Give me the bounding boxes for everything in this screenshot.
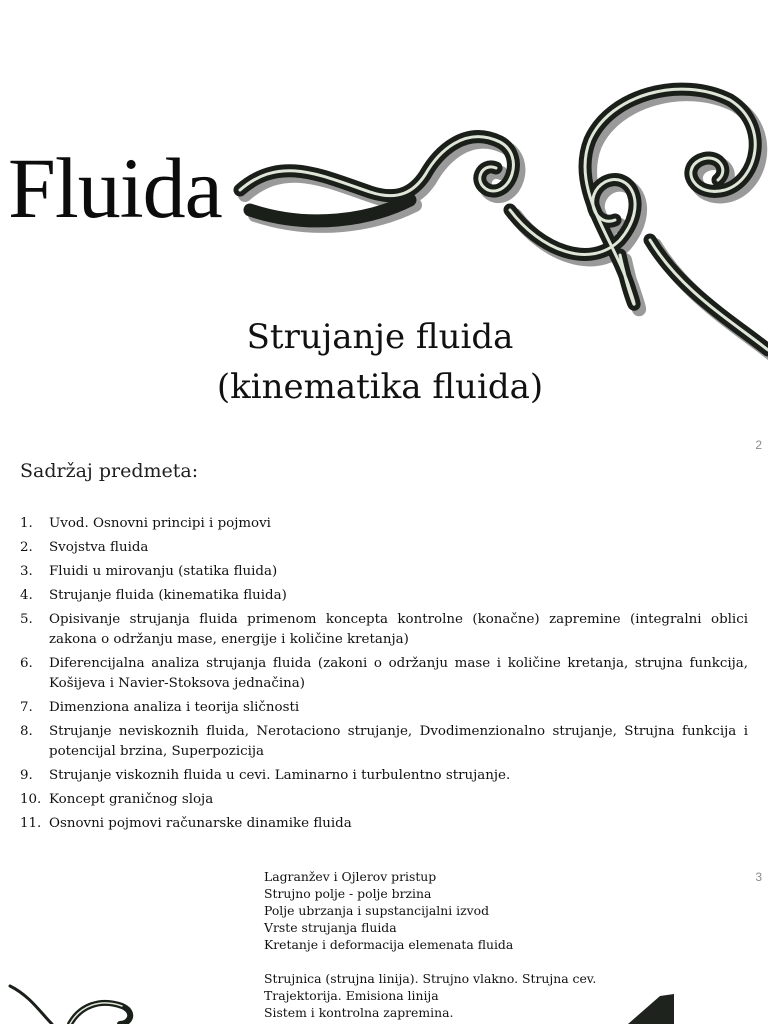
list-item	[20, 654, 748, 694]
list-item-text: Strujanje neviskoznih fluida, Nerotaciono strujanje, Dvodimenzionalno strujanje, Strujna funkcija i potencijal brzina, Superpozicija	[49, 724, 748, 759]
list-item-number: 8.	[20, 724, 33, 739]
page-number: 2	[755, 438, 762, 452]
paragraph-gap	[264, 953, 596, 970]
list-item-number: 4.	[20, 588, 33, 603]
outline-line: Strujno polje - polje brzina	[264, 886, 432, 901]
list-item	[20, 722, 748, 762]
list-item	[20, 698, 748, 718]
vortex-swirl-fragment	[0, 984, 150, 1024]
list-item	[20, 562, 748, 582]
section-heading: Sadržaj predmeta:	[20, 460, 199, 482]
list-item-number: 1.	[20, 516, 33, 531]
list-item-number: 7.	[20, 700, 33, 715]
dark-wedge-shape	[628, 990, 678, 1024]
outline-line: Lagranžev i Ojlerov pristup	[264, 869, 437, 884]
list-item-text: Strujanje fluida (kinematika fluida)	[49, 588, 287, 603]
list-item	[20, 790, 748, 810]
course-contents-list	[20, 514, 748, 838]
list-item	[20, 538, 748, 558]
list-item	[20, 814, 748, 834]
list-item	[20, 610, 748, 650]
list-item-text: Opisivanje strujanja fluida primenom koncepta kontrolne (konačne) zapremine (integralni oblici zakona o održanju mase, energije i količine kretanja)	[49, 612, 748, 647]
list-item-text: Osnovni pojmovi računarske dinamike fluida	[49, 816, 352, 831]
outline-line: Trajektorija. Emisiona linija	[264, 988, 439, 1003]
list-item-number: 10.	[20, 792, 42, 807]
list-item-text: Koncept graničnog sloja	[49, 792, 214, 807]
presentation-title: Fluida	[8, 140, 222, 236]
title-slide	[0, 0, 768, 432]
list-item-text: Dimenziona analiza i teorija sličnosti	[49, 700, 300, 715]
list-item-number: 5.	[20, 612, 33, 627]
contents-slide	[0, 432, 768, 864]
outline-line: Kretanje i deformacija elemenata fluida	[264, 937, 514, 952]
subtitle-line-2: (kinematika fluida)	[216, 367, 544, 407]
list-item-number: 9.	[20, 768, 33, 783]
list-item-text: Fluidi u mirovanju (statika fluida)	[49, 564, 278, 579]
outline-line: Strujnica (strujna linija). Strujno vlakno. Strujna cev.	[264, 971, 597, 986]
list-item	[20, 586, 748, 606]
outline-slide	[0, 864, 768, 1024]
outline-line: Vrste strujanja fluida	[264, 920, 397, 935]
list-item-text: Diferencijalna analiza strujanja fluida (zakoni o održanju mase i količine kretanja, strujna funkcija, Košijeva i Navier-Stoksova jednačina)	[49, 656, 748, 691]
list-item-number: 3.	[20, 564, 33, 579]
topic-outline	[264, 868, 596, 1021]
list-item-text: Svojstva fluida	[49, 540, 149, 555]
list-item-number: 2.	[20, 540, 33, 555]
list-item-number: 6.	[20, 656, 33, 671]
subtitle-line-1: Strujanje fluida	[246, 317, 514, 357]
list-item-number: 11.	[20, 816, 42, 831]
slide-subtitle	[160, 312, 600, 412]
list-item-text: Strujanje viskoznih fluida u cevi. Laminarno i turbulentno strujanje.	[49, 768, 511, 783]
list-item-text: Uvod. Osnovni principi i pojmovi	[49, 516, 271, 531]
list-item	[20, 514, 748, 534]
outline-line: Polje ubrzanja i supstancijalni izvod	[264, 903, 490, 918]
outline-line: Sistem i kontrolna zapremina.	[264, 1005, 454, 1020]
page-number: 3	[755, 870, 762, 884]
list-item	[20, 766, 748, 786]
